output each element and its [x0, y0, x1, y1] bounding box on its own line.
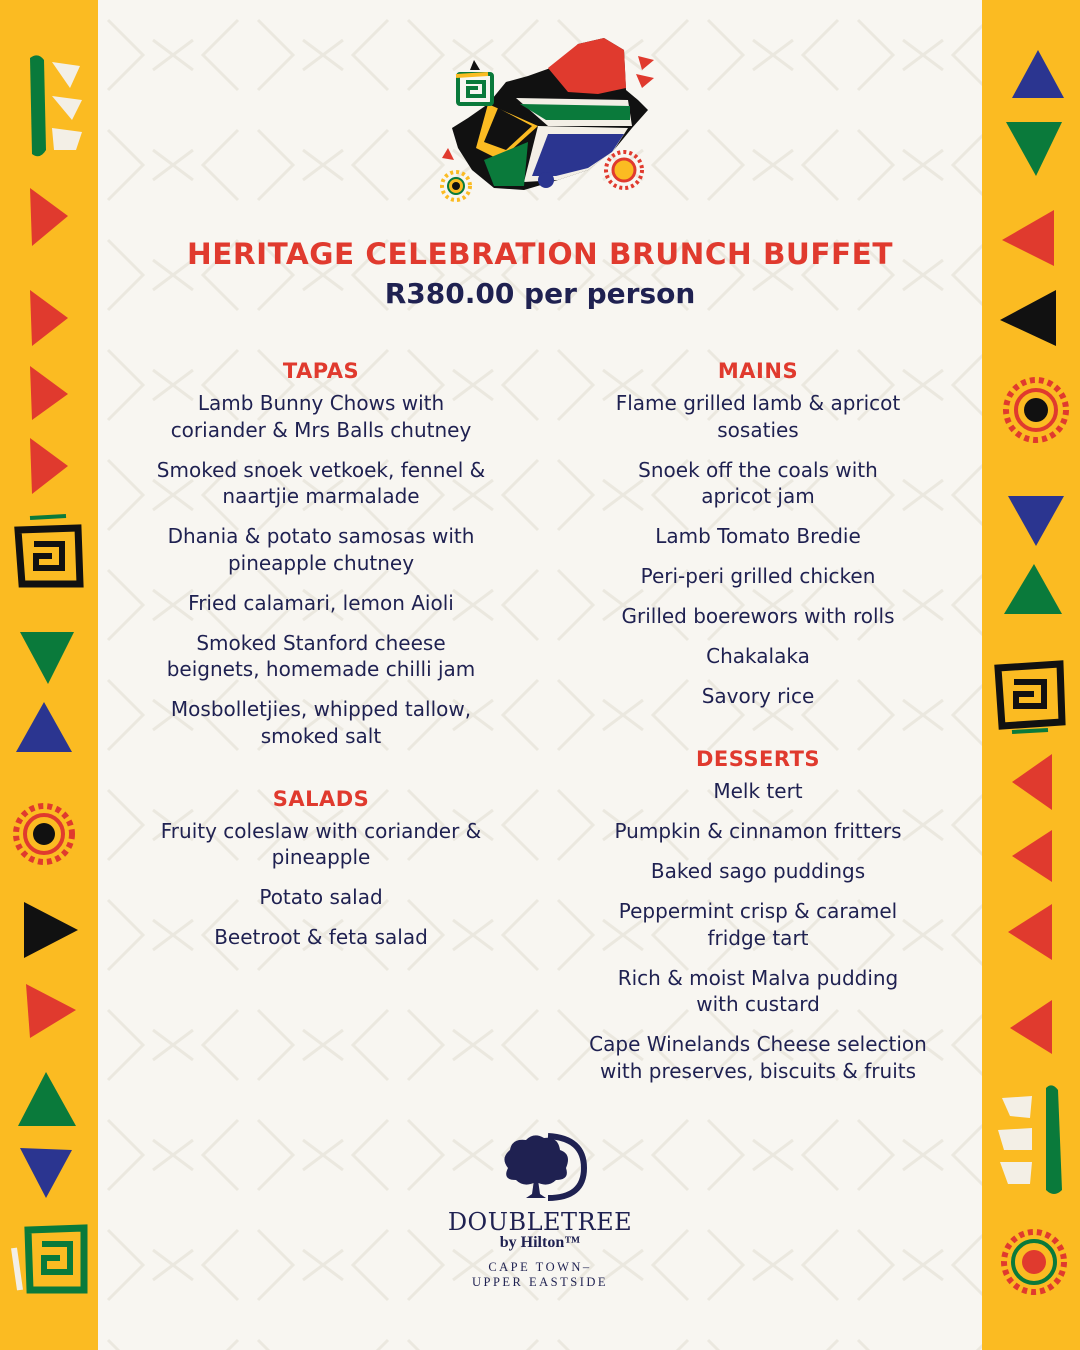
- brand-sub: by Hilton™: [499, 1234, 581, 1251]
- salads-heading: SALADS: [272, 786, 370, 811]
- right-decorative-border: [982, 0, 1080, 1350]
- menu-item: Chakalaka: [706, 644, 810, 668]
- menu-item: Baked sago puddings: [650, 859, 866, 883]
- menu-item: Potato salad: [259, 885, 383, 909]
- tapas-heading: TAPAS: [282, 359, 360, 383]
- doubletree-logo: [432, 1128, 648, 1290]
- menu-item: Fruity coleslaw with coriander & pineapple: [160, 818, 482, 869]
- left-border-pattern: [0, 0, 98, 1350]
- menu-item: Dhania & potato samosas with pineapple chutney: [167, 524, 475, 575]
- menu-item: Peppermint crisp & caramel fridge tart: [618, 899, 898, 950]
- right-border-pattern: [982, 0, 1080, 1350]
- menu-item: Flame grilled lamb & apricot sosaties: [615, 391, 901, 442]
- menu-item: Beetroot & feta salad: [214, 925, 428, 949]
- menu-item: Lamb Bunny Chows with coriander & Mrs Balls chutney: [170, 391, 472, 442]
- desserts-heading: DESSERTS: [695, 747, 821, 771]
- menu-item: Snoek off the coals with apricot jam: [638, 457, 878, 508]
- menu-item: Pumpkin & cinnamon fritters: [614, 819, 902, 843]
- menu-item: Peri-peri grilled chicken: [640, 564, 876, 588]
- price-per-person: R380.00 per person: [384, 277, 696, 310]
- south-africa-flag-map-illustration: [428, 30, 668, 205]
- menu-item: Savory rice: [701, 684, 815, 708]
- left-menu-column: [121, 358, 521, 964]
- menu-title: HERITAGE CELEBRATION BRUNCH BUFFET: [187, 237, 893, 271]
- brand-name: DOUBLETREE: [447, 1208, 633, 1236]
- menu-item: Melk tert: [713, 779, 803, 803]
- menu-item: Fried calamari, lemon Aioli: [188, 590, 454, 615]
- right-menu-column: [558, 358, 958, 1098]
- menu-item: Smoked snoek vetkoek, fennel & naartjie marmalade: [156, 457, 486, 508]
- location-line-1: CAPE TOWN–: [488, 1260, 592, 1274]
- tree-icon: [490, 1128, 590, 1202]
- menu-item: Grilled boerewors with rolls: [621, 604, 895, 628]
- left-decorative-border: [0, 0, 98, 1350]
- menu-item: Smoked Stanford cheese beignets, homemade chilli jam: [166, 630, 476, 681]
- location-line-2: UPPER EASTSIDE: [471, 1275, 609, 1289]
- mains-heading: MAINS: [717, 359, 799, 383]
- menu-item: Mosbolletjies, whipped tallow, smoked salt: [170, 697, 472, 748]
- menu-item: Rich & moist Malva pudding with custard: [617, 965, 899, 1016]
- menu-panel: [98, 0, 982, 1350]
- menu-item: Lamb Tomato Bredie: [655, 524, 861, 548]
- menu-item: Cape Winelands Cheese selection with preserves, biscuits & fruits: [589, 1032, 927, 1083]
